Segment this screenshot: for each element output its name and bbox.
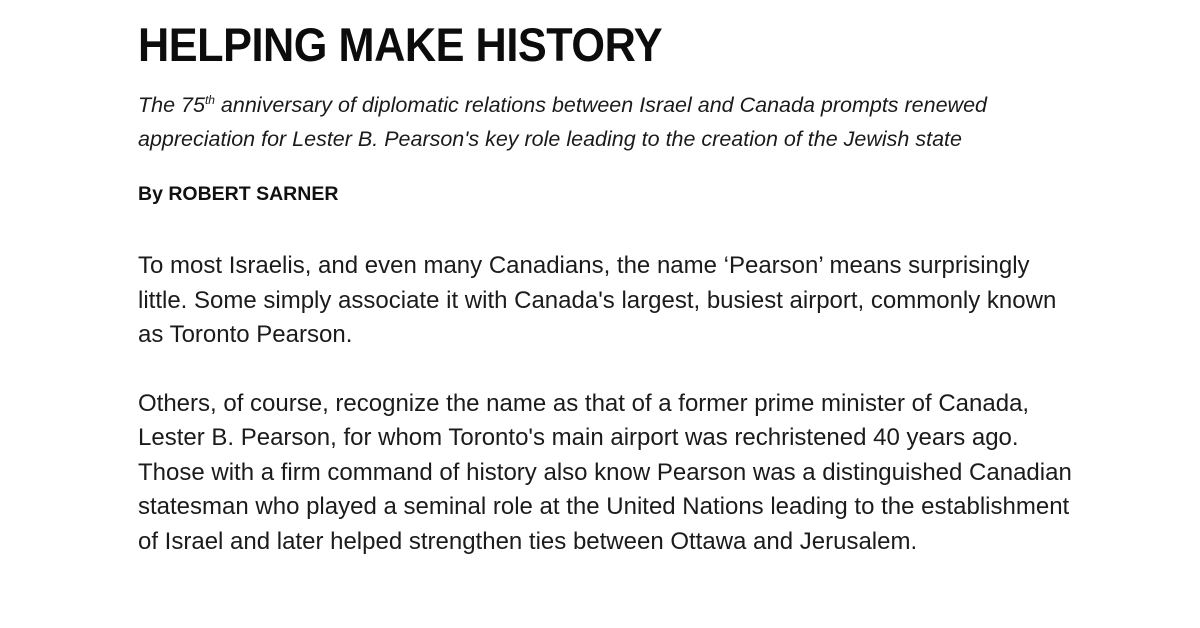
dek-text-start: The 75 xyxy=(138,93,205,117)
paragraph-line: To most Israelis, and even many Canadians, the name ‘Pearson’ means surprisingly xyxy=(138,252,1030,279)
paragraph-line: statesman who played a seminal role at the United Nations leading to the establishment xyxy=(138,493,1070,520)
paragraph-line: Those with a firm command of history also know Pearson was a distinguished Canadian xyxy=(138,458,1072,486)
paragraph-line: of Israel and later helped strengthen ties between Ottawa and Jerusalem. xyxy=(138,527,918,555)
dek-ordinal-superscript: th xyxy=(204,92,215,107)
paragraph-1 xyxy=(138,249,1098,353)
paragraph-line: Lester B. Pearson, for whom Toronto's main airport was rechristened 40 years ago. xyxy=(138,424,1019,451)
dek-text-end: anniversary of diplomatic relations between Israel and Canada prompts renewed xyxy=(214,93,987,117)
dek-line-1 xyxy=(138,93,987,117)
byline: By ROBERT SARNER xyxy=(138,183,339,205)
paragraph-line: little. Some simply associate it with Canada's largest, busiest airport, commonly known xyxy=(138,286,1057,314)
paragraph-line: Others, of course, recognize the name as that of a former prime minister of Canada, xyxy=(138,389,1030,417)
article xyxy=(138,14,1098,559)
paragraph-line: as Toronto Pearson. xyxy=(138,321,353,348)
dek-line-2: appreciation for Lester B. Pearson's key role leading to the creation of the Jewish state xyxy=(138,127,962,151)
paragraph-2 xyxy=(138,387,1098,560)
dek xyxy=(138,88,1098,156)
headline: HELPING MAKE HISTORY xyxy=(138,18,663,71)
